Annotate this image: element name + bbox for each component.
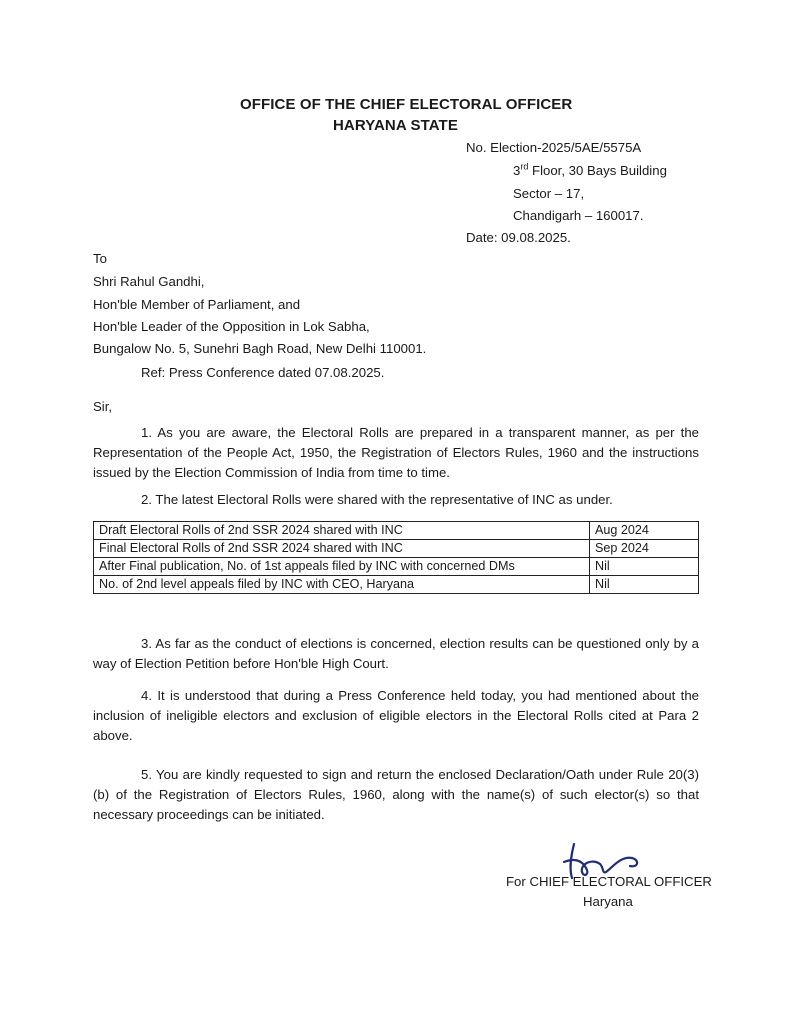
- address-floor: 3rd Floor, 30 Bays Building: [513, 161, 667, 178]
- reference-number: No. Election-2025/5AE/5575A: [466, 140, 642, 155]
- table-row: [94, 576, 699, 594]
- recipient-office: Hon'ble Leader of the Opposition in Lok Sabha,: [93, 319, 370, 334]
- reference-line: Ref: Press Conference dated 07.08.2025.: [141, 365, 385, 380]
- paragraph-2: 2. The latest Electoral Rolls were shared with the representative of INC as under.: [141, 492, 613, 507]
- table-cell-value: Aug 2024: [590, 522, 699, 540]
- table-cell-item: Draft Electoral Rolls of 2nd SSR 2024 shared with INC: [94, 522, 590, 540]
- paragraph-1: 1. As you are aware, the Electoral Rolls are prepared in a transparent manner, as per the Representation of the People Act, 1950, the Registration of Electors Rules, 1960 and the instructions issued by the Election Commission of India from time to time.: [93, 425, 699, 480]
- to-label: To: [93, 251, 107, 266]
- table-cell-item: After Final publication, No. of 1st appeals filed by INC with concerned DMs: [94, 558, 590, 576]
- recipient-name: Shri Rahul Gandhi,: [93, 274, 205, 289]
- recipient-address: Bungalow No. 5, Sunehri Bagh Road, New Delhi 110001.: [93, 341, 427, 356]
- table-row: [94, 522, 699, 540]
- table-cell-value: Nil: [590, 558, 699, 576]
- signatory-state: Haryana: [583, 894, 633, 909]
- signatory-designation: For CHIEF ELECTORAL OFFICER: [506, 874, 712, 889]
- table-cell-value: Sep 2024: [590, 540, 699, 558]
- table-cell-item: Final Electoral Rolls of 2nd SSR 2024 shared with INC: [94, 540, 590, 558]
- electoral-rolls-table: [93, 521, 699, 594]
- salutation: Sir,: [93, 399, 113, 414]
- letter-date: Date: 09.08.2025.: [466, 230, 571, 245]
- recipient-designation: Hon'ble Member of Parliament, and: [93, 297, 301, 312]
- paragraph-3: 3. As far as the conduct of elections is concerned, election results can be questioned only by a way of Election Petition before Hon'ble High Court.: [93, 636, 699, 671]
- state-title: HARYANA STATE: [333, 117, 458, 134]
- table-row: [94, 540, 699, 558]
- table-cell-item: No. of 2nd level appeals filed by INC with CEO, Haryana: [94, 576, 590, 594]
- paragraph-5: 5. You are kindly requested to sign and return the enclosed Declaration/Oath under Rule 20(3)(b) of the Registration of Electors Rules, 1960, along with the name(s) of such elector(s) so that necessary proceedings can be initiated.: [93, 767, 699, 822]
- table-row: [94, 558, 699, 576]
- address-sector: Sector – 17,: [513, 186, 585, 201]
- office-title: OFFICE OF THE CHIEF ELECTORAL OFFICER: [240, 96, 573, 113]
- table-cell-value: Nil: [590, 576, 699, 594]
- address-city: Chandigarh – 160017.: [513, 208, 644, 223]
- paragraph-4: 4. It is understood that during a Press Conference held today, you had mentioned about the inclusion of ineligible electors and exclusion of eligible electors in the Electoral Rolls cited at Para 2 above.: [93, 688, 699, 743]
